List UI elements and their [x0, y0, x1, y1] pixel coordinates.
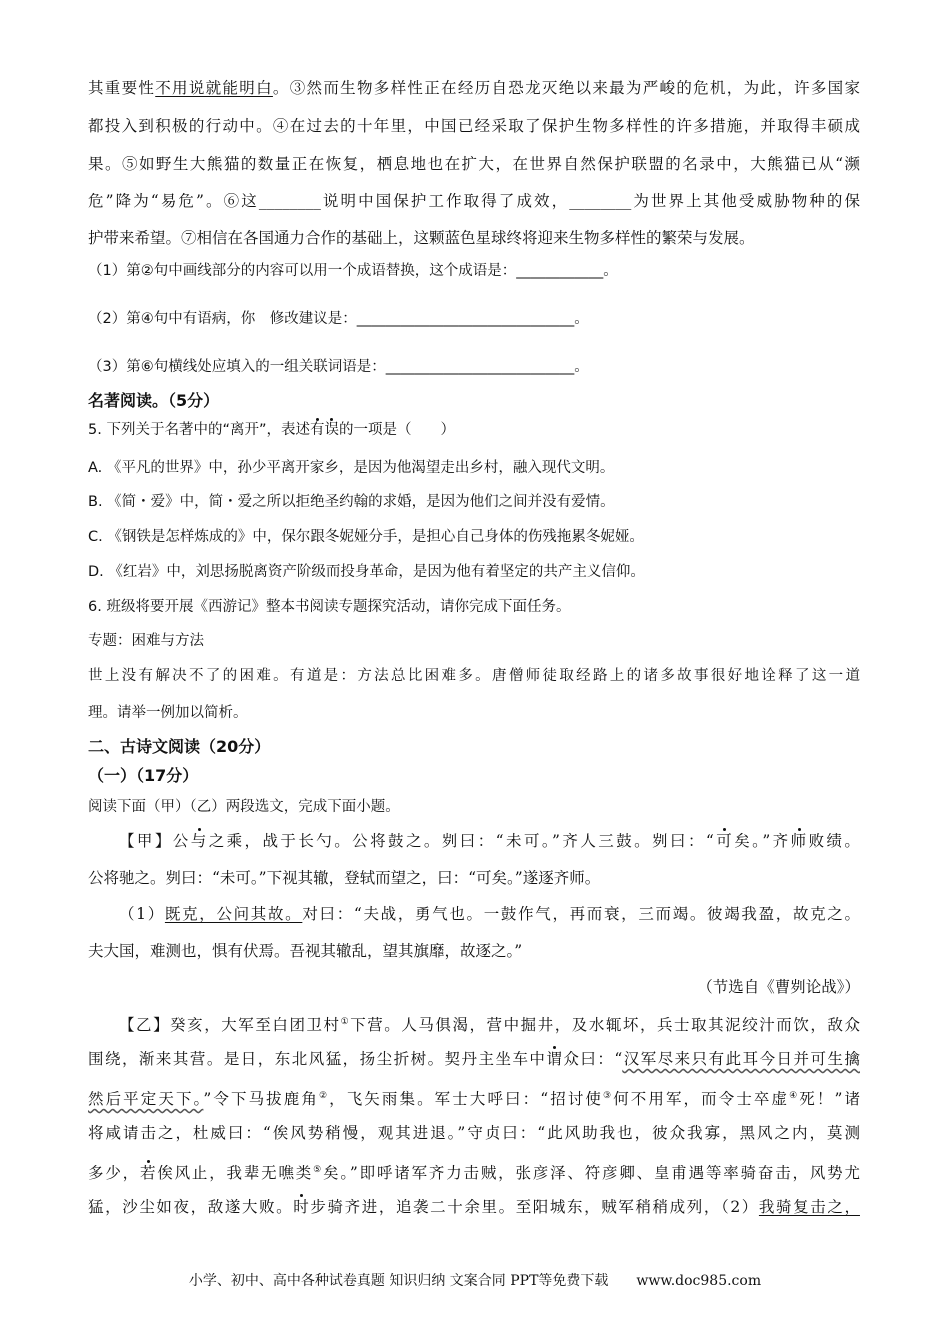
task-line-1: 世上没有解决不了的困难。有道是：方法总比困难多。唐僧师徒取经路上的诸多故事很好地诠释了这一道 [88, 668, 860, 684]
passage-line-1: 其重要性不用说就能明白。③然而生物多样性正在经历自恐龙灭绝以来最为严峻的危机，为此，许多国家 [88, 79, 860, 97]
emphasis-char: 师 [790, 832, 809, 850]
option-c: C. 《钢铁是怎样炼成的》中，保尔跟冬妮娅分手，是担心自己身体的伤残拖累冬妮娅。 [88, 529, 644, 545]
yi-line-5: 多少，若俟风止，我辈无噍类⑤矣。”即呼诸军齐力击贼，张彦泽、符彦卿、皇甫遇等率骑奋击，风势尤 [88, 1164, 860, 1183]
q4-sub-1: （1）第②句中画线部分的内容可以用一个成语替换，这个成语是：____________。 [88, 263, 618, 279]
yi-line-4: 将咸请击之，杜威曰：“俟风势稍慢，观其进退。”守贞曰：“此风助我也，彼众我寡，黑风之内，莫测 [88, 1124, 860, 1142]
topic-line: 专题：困难与方法 [88, 633, 204, 649]
emphasis-char: 误 [324, 422, 339, 438]
emphasis-char: 可 [713, 832, 735, 850]
yi-line-2: 围绕，渐来其营。是日，东北风猛，扬尘折树。契丹主坐车中谓众曰：“汉军尽来只有此耳今日并可生擒 [88, 1050, 860, 1068]
emphasis-char: 谓 [546, 1050, 564, 1068]
jia-line-1: 【甲】公与之乘，战于长勺。公将鼓之。刿曰：“未可。”齐人三鼓。刿曰：“可矣。”齐师败绩。 [119, 832, 860, 850]
question-5: 5. 下列关于名著中的“离开”，表述有误的一项是（ ） [88, 422, 455, 438]
option-d: D. 《红岩》中，刘思扬脱离资产阶级而投身革命，是因为他有着坚定的共产主义信仰。 [88, 564, 645, 580]
wavy-underlined-text: 汉军尽来只有此耳今日并可生擒 [622, 1050, 860, 1068]
yi-line-1: 【乙】癸亥，大军至白团卫村①下营。人马俱渴，营中掘井，及水辄坏，兵士取其泥绞汁而饮，敌众 [119, 1016, 860, 1035]
jia-source: （节选自《曹刿论战》） [697, 978, 860, 996]
passage-line-3: 果。⑤如野生大熊猫的数量正在恢复，栖息地也在扩大，在世界自然保护联盟的名录中，大熊猫已从“濒 [88, 155, 860, 173]
passage-line-5: 护带来希望。⑦相信在各国通力合作的基础上，这颗蓝色星球终将迎来生物多样性的繁荣与发展。 [88, 229, 755, 247]
question-6: 6. 班级将要开展《西游记》整本书阅读专题探究活动，请你完成下面任务。 [88, 599, 571, 615]
underlined-sentence: 我骑复击之， [758, 1198, 860, 1216]
option-b: B. 《简・爱》中，简・爱之所以拒绝圣约翰的求婚，是因为他们之间并没有爱情。 [88, 494, 615, 510]
emphasis-char: 与 [190, 832, 209, 850]
q4-sub-2: （2）第④句中有语病，你 修改建议是：______________________________。 [88, 311, 589, 327]
page-footer: 小学、初中、高中各种试卷真题 知识归纳 文案合同 PPT等免费下载 www.doc985.com [188, 1273, 762, 1289]
jia-line-2: 公将驰之。刿曰：“未可。”下视其辙，登轼而望之，曰：“可矣。”遂逐齐师。 [88, 869, 601, 887]
wavy-underlined-text: 然后平定天下。 [88, 1090, 204, 1109]
emphasis-char: 时 [293, 1198, 311, 1216]
instruction-line: 阅读下面（甲）（乙）两段选文，完成下面小题。 [88, 799, 400, 815]
yi-line-6: 猛，沙尘如夜，敌遂大败。时步骑齐进，追袭二十余里。至阳城东，贼军稍稍成列，（2）我骑复击之， [88, 1198, 860, 1216]
option-a: A. 《平凡的世界》中，孙少平离开家乡，是因为他渴望走出乡村，融入现代文明。 [88, 460, 615, 476]
underlined-sentence: 既克，公问其故。 [164, 905, 303, 923]
section-heading-mingzhu: 名著阅读。（5分） [88, 391, 220, 410]
underlined-phrase: 不用说就能明白 [155, 79, 273, 97]
section-heading-2: 二、古诗文阅读（20分） [88, 737, 271, 756]
passage-line-2: 都投入到积极的行动中。④在过去的十年里，中国已经采取了保护生物多样性的许多措施，并取得丰硕成 [88, 117, 860, 135]
q4-sub-3: （3）第⑥句横线处应填入的一组关联词语是：__________________________。 [88, 359, 589, 375]
subsection-heading: （一）（17分） [88, 766, 199, 785]
emphasis-char: 有 [309, 422, 325, 438]
emphasis-char: 若 [139, 1164, 158, 1183]
task-line-2: 理。请举一例加以简析。 [88, 705, 248, 721]
jia-line-3: （1）既克，公问其故。对曰：“夫战，勇气也。一鼓作气，再而衰，三而竭。彼竭我盈，故克之。 [119, 905, 860, 923]
yi-line-3: 然后平定天下。”令下马拔鹿角②，飞矢雨集。军士大呼曰：“招讨使③何不用军，而令士卒虚④死！”诸 [88, 1090, 860, 1109]
jia-line-4: 夫大国，难测也，惧有伏焉。吾视其辙乱，望其旗靡，故逐之。” [88, 942, 523, 960]
passage-line-4: 危”降为“易危”。⑥这________说明中国保护工作取得了成效，________为世界上其他受威胁物种的保 [88, 192, 860, 210]
